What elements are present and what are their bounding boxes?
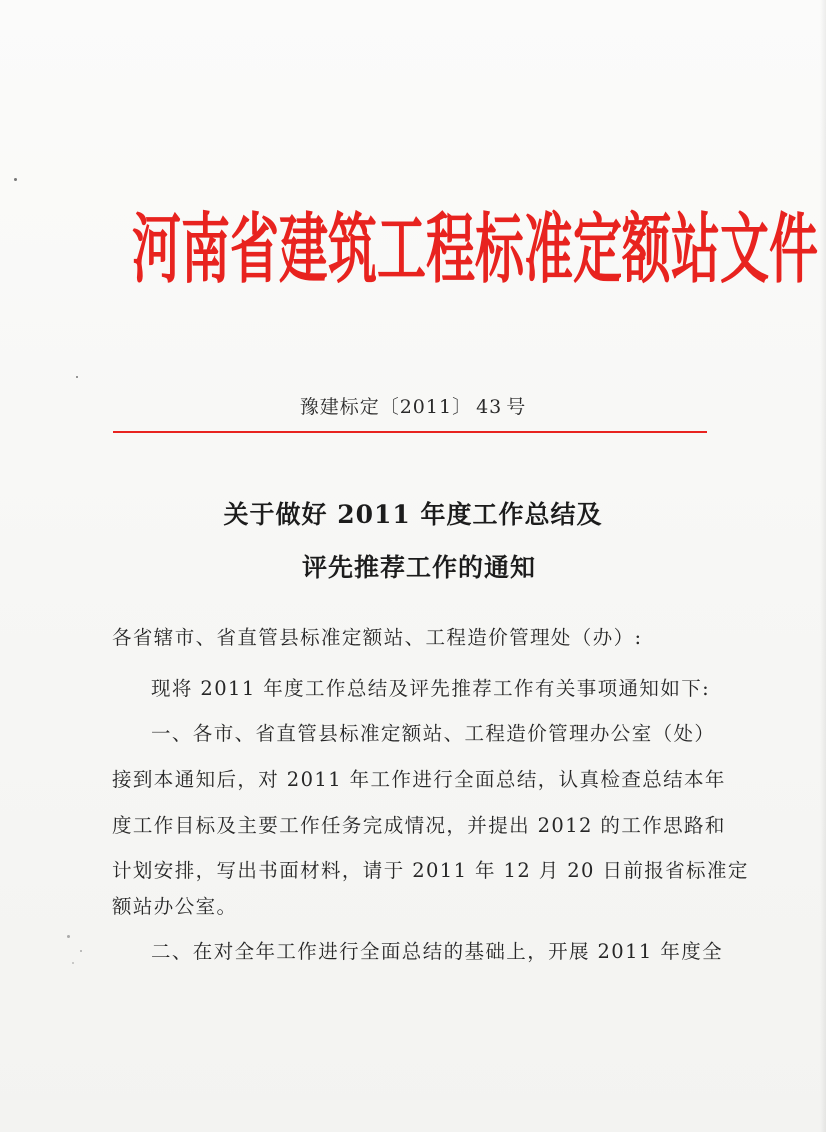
letterhead-title: 河南省建筑工程标准定额站文件 [132,204,819,295]
scan-speck [80,950,82,952]
body-line: 一、各市、省直管县标准定额站、工程造价管理办公室（处） [151,722,716,745]
letterhead-red-rule [113,431,707,433]
doc-number-bracket-close: 〕 [452,396,473,418]
doc-number-year: 2011 [399,396,453,418]
doc-number-value: 43 [476,396,503,418]
body-line: 计划安排，写出书面材料，请于 2011 年 12 月 20 日前报省标准定 [112,859,749,882]
doc-number-suffix: 号 [506,396,527,418]
notice-title-line-1: 关于做好 2011 年度工作总结及 [223,500,603,529]
salutation: 各省辖市、省直管县标准定额站、工程造价管理处（办）: [112,626,643,649]
scan-speck [72,962,74,964]
doc-number-bracket-open: 〔 [379,396,400,418]
body-line: 额站办公室。 [112,895,238,918]
body-line: 二、在对全年工作进行全面总结的基础上，开展 2011 年度全 [151,940,724,963]
document-number [0,392,826,419]
body-line: 现将 2011 年度工作总结及评先推荐工作有关事项通知如下: [151,677,711,700]
scan-speck [67,935,70,938]
body-line: 度工作目标及主要工作任务完成情况，并提出 2012 的工作思路和 [112,814,726,837]
doc-number-prefix: 豫建标定 [299,396,380,418]
scan-speck [76,376,78,378]
notice-title-line-2: 评先推荐工作的通知 [301,553,536,582]
scan-speck [14,178,17,181]
body-line: 接到本通知后，对 2011 年工作进行全面总结，认真检查总结本年 [112,768,726,791]
